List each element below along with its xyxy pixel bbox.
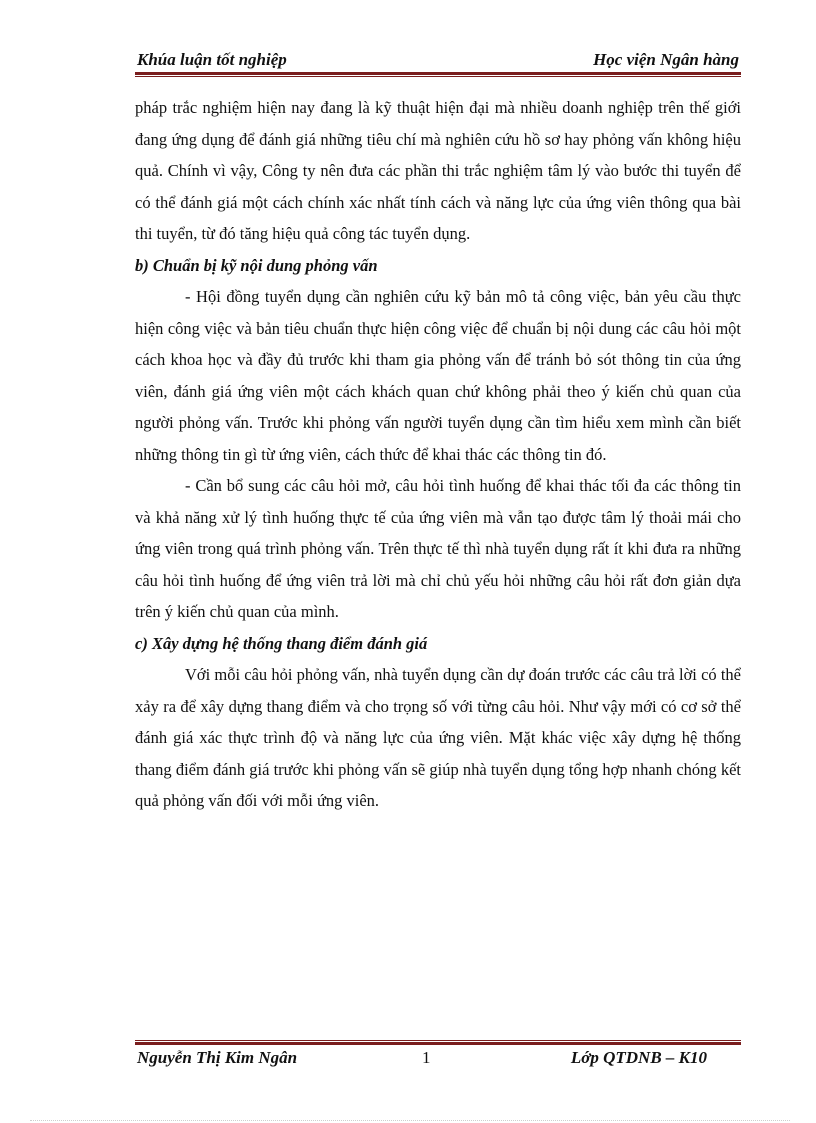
footer-author: Nguyễn Thị Kim Ngân — [137, 1048, 298, 1067]
document-body — [135, 92, 741, 817]
page-footer — [137, 1048, 737, 1070]
footer-divider-thin — [135, 1040, 741, 1041]
footer-class: Lớp QTDNB – K10 — [570, 1048, 707, 1067]
header-divider-thick — [135, 72, 741, 75]
page-edge-dotted-line — [30, 1120, 790, 1121]
header-divider-thin — [135, 76, 741, 77]
header-thesis-title: Khúa luận tốt nghiệp — [137, 50, 287, 69]
footer-divider — [135, 1040, 741, 1046]
paragraph-open-questions: - Cần bổ sung các câu hỏi mở, câu hỏi tình huống để khai thác tối đa các thông tin và khả năng xử lý tình huống thực tế của ứng viên mà vẫn tạo được tâm lý thoải mái cho ứng viên trong quá trình phỏng vấn. Trên thực tế thì nhà tuyển dụng rất ít khi đưa ra những câu hỏi tình huống để ứng viên trả lời mà chỉ chủ yếu hỏi những câu hỏi rất đơn giản dựa trên ý kiến chủ quan của mình. — [135, 476, 741, 621]
header-institution: Học viện Ngân hàng — [593, 50, 739, 69]
paragraph-scoring-system: Với mỗi câu hỏi phỏng vấn, nhà tuyển dụng cần dự đoán trước các câu trả lời có thể xảy ra để xây dựng thang điểm và cho trọng số với từng câu hỏi. Như vậy mới có cơ sở thể đánh giá xác thực trình độ và năng lực của ứng viên. Mặt khác việc xây dựng hệ thống thang điểm đánh giá trước khi phỏng vấn sẽ giúp nhà tuyển dụng tổng hợp nhanh chóng kết quả phỏng vấn đối với mỗi ứng viên. — [135, 665, 741, 810]
header-divider — [135, 72, 741, 78]
paragraph-testing-methods: pháp trắc nghiệm hiện nay đang là kỹ thuật hiện đại mà nhiều doanh nghiệp trên thế giới đang ứng dụng để đánh giá những tiêu chí mà nghiên cứu hồ sơ hay phỏng vấn không hiệu quả. Chính vì vậy, Công ty nên đưa các phần thi trắc nghiệm tâm lý vào bước thi tuyển để có thể đánh giá một cách chính xác nhất tính cách và năng lực của ứng viên thông qua bài thi tuyển, từ đó tăng hiệu quả công tác tuyển dụng. — [135, 98, 741, 243]
footer-divider-thick — [135, 1042, 741, 1045]
page-header — [137, 50, 739, 72]
paragraph-interview-council: - Hội đồng tuyển dụng cần nghiên cứu kỹ bản mô tả công việc, bản yêu cầu thực hiện công việc và bản tiêu chuẩn thực hiện công việc để chuẩn bị nội dung các câu hỏi một cách khoa học và đầy đủ trước khi tham gia phỏng vấn để tránh bỏ sót thông tin của ứng viên, đánh giá ứng viên một cách khách quan chứ không phải theo ý kiến chủ quan của người phỏng vấn. Trước khi phỏng vấn người tuyển dụng cần tìm hiểu xem mình cần biết những thông tin gì từ ứng viên, cách thức để khai thác các thông tin đó. — [135, 287, 741, 464]
section-heading-c: c) Xây dựng hệ thống thang điểm đánh giá — [135, 633, 428, 653]
page-number: 1 — [422, 1048, 431, 1067]
section-heading-b: b) Chuẩn bị kỹ nội dung phỏng vấn — [135, 255, 378, 275]
